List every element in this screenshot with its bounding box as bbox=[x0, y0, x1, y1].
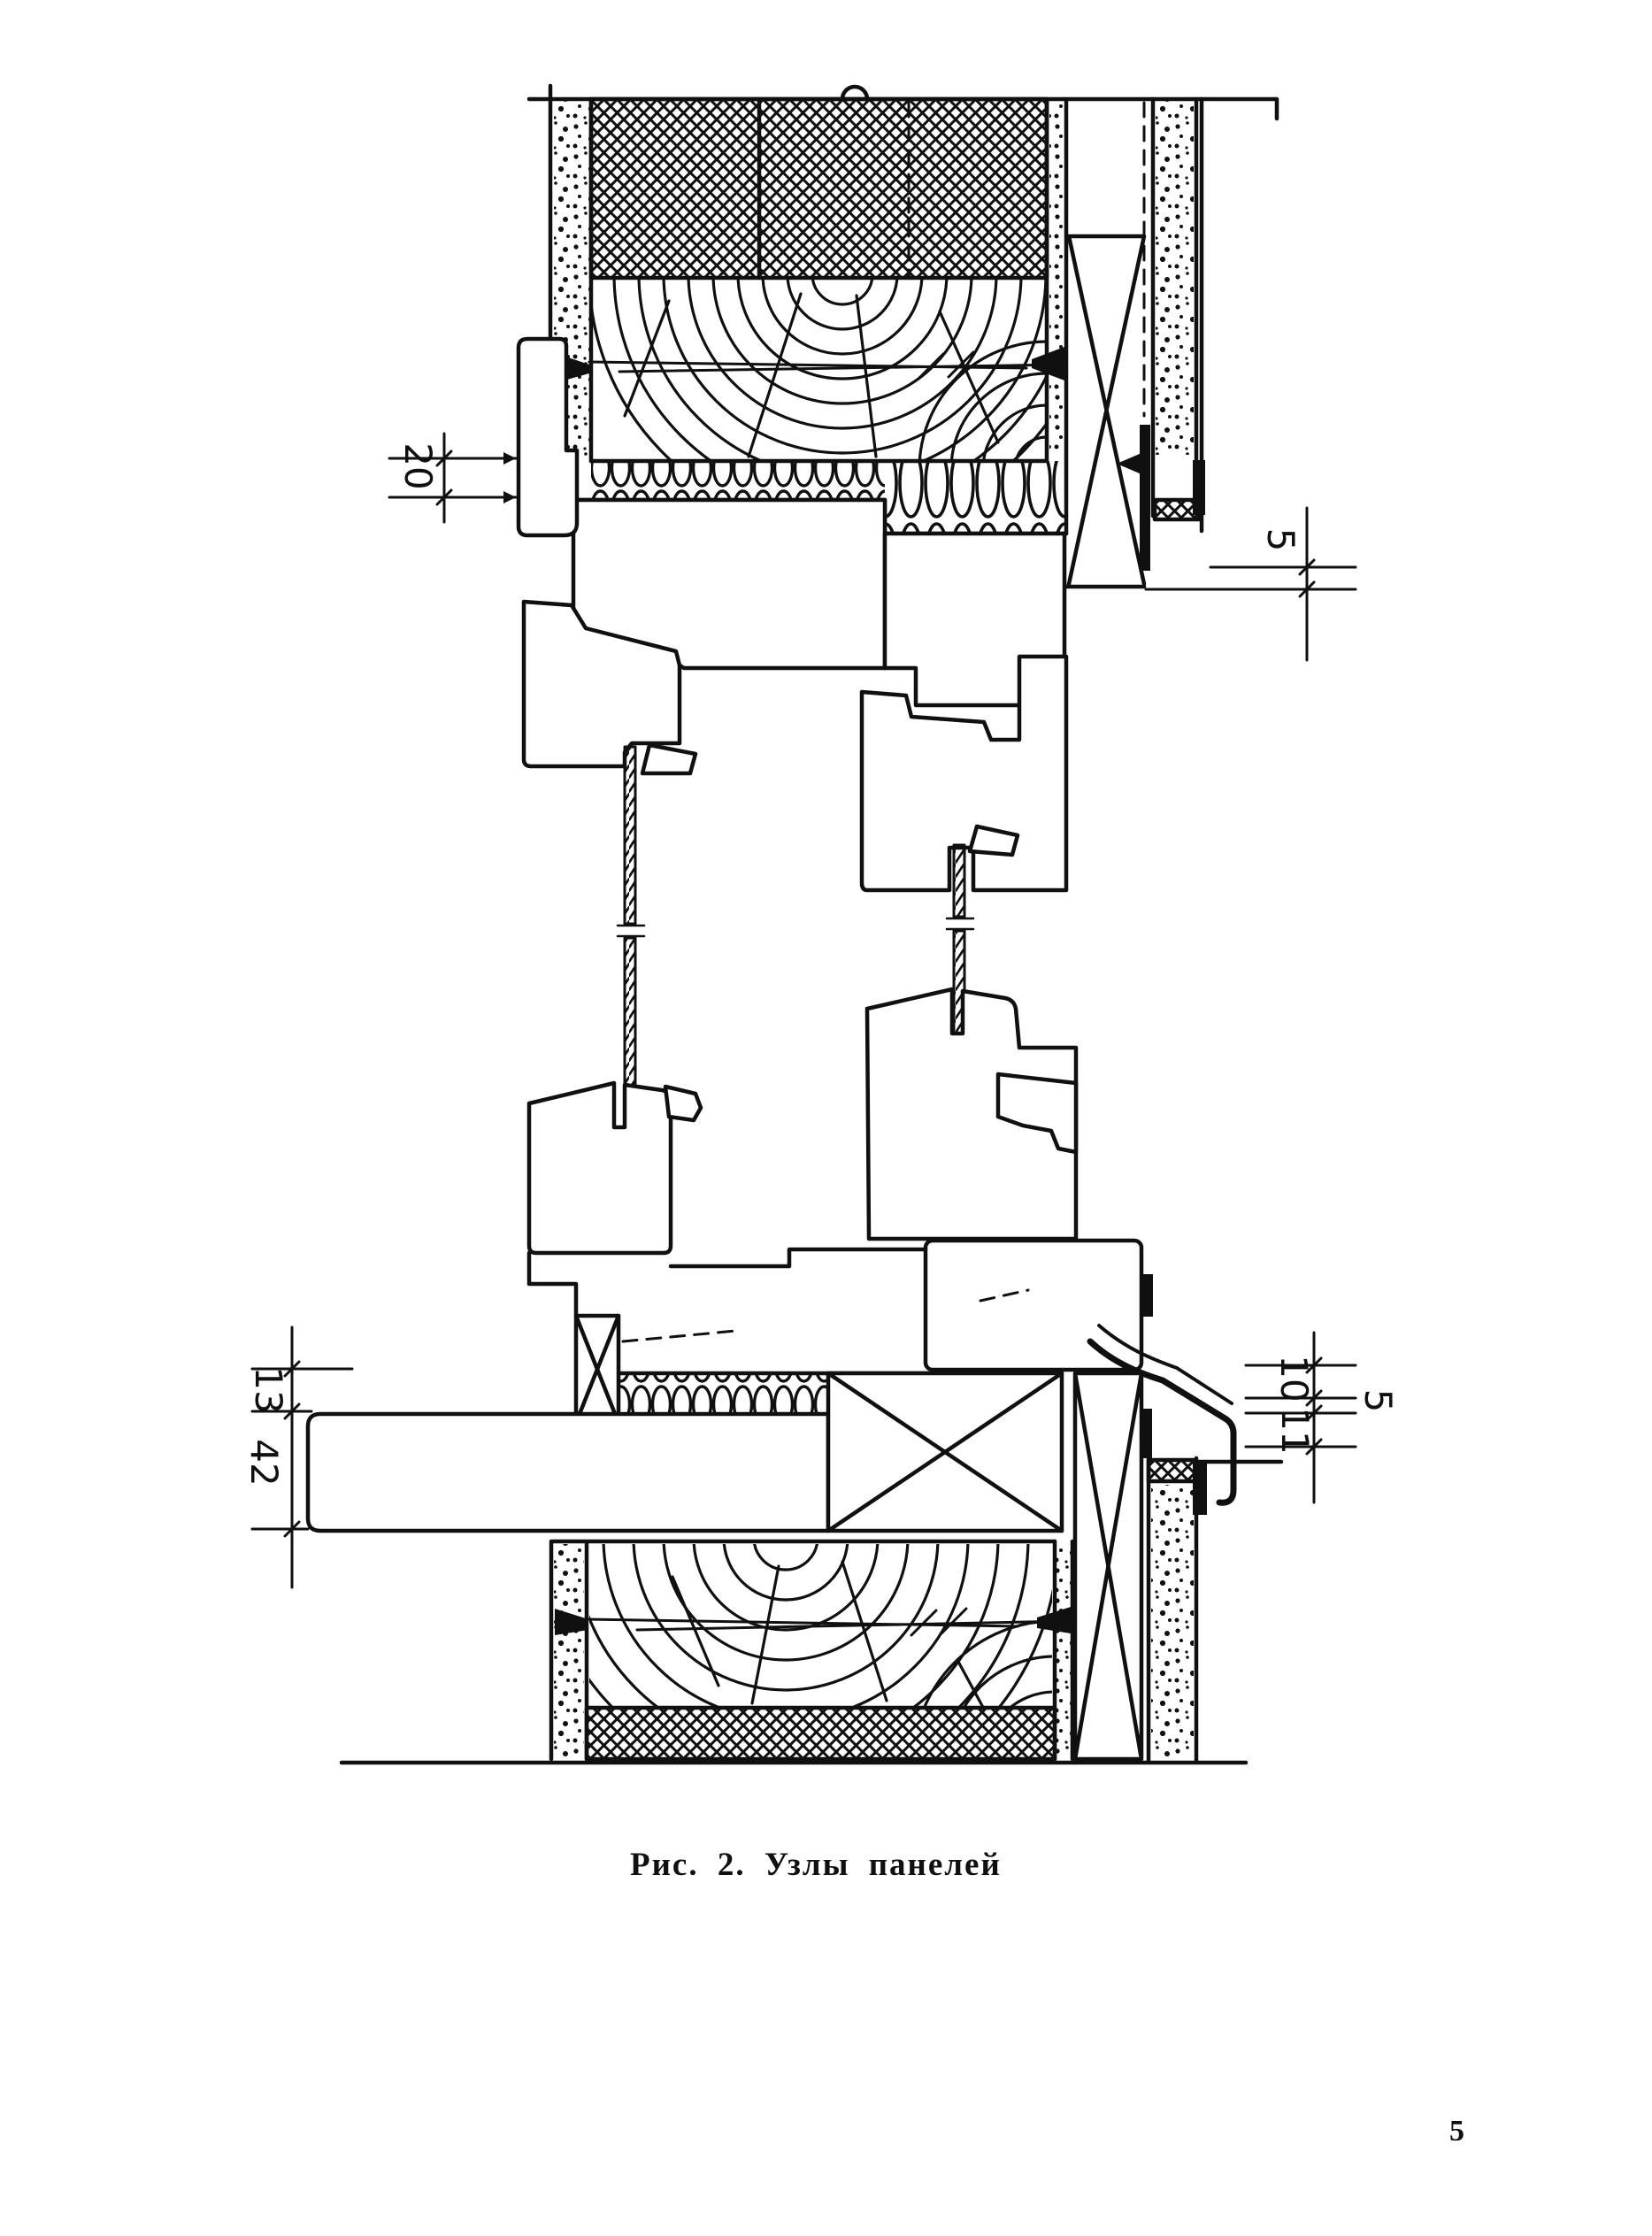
window-sill-board bbox=[308, 1414, 828, 1531]
glass-pane-1 bbox=[618, 747, 644, 1122]
steel-tie-bottom bbox=[555, 1607, 1071, 1635]
dim-label-11: 11 bbox=[1273, 1407, 1317, 1455]
left-concrete-strip-bottom bbox=[554, 1544, 584, 1756]
joint-mortar-strip bbox=[1049, 101, 1064, 453]
dim-label-10: 10 bbox=[1272, 1355, 1316, 1402]
x-brace-column-top bbox=[1066, 236, 1144, 587]
crosshatch-core bbox=[591, 99, 1047, 278]
glazing-bead-2 bbox=[665, 1087, 701, 1120]
left-sash-bottom-rail bbox=[529, 1083, 671, 1253]
dim-label-5-top: 5 bbox=[1259, 527, 1302, 552]
dim-label-42: 42 bbox=[242, 1439, 286, 1487]
dim-label-20: 20 bbox=[396, 442, 440, 490]
insulation-loops-right bbox=[885, 461, 1066, 534]
x-brace-column-bottom bbox=[1075, 1373, 1141, 1759]
dim-label-13: 13 bbox=[247, 1366, 290, 1414]
page-number: 5 bbox=[1449, 2115, 1464, 2148]
right-wall-concrete-strip bbox=[1156, 101, 1194, 455]
frame-connector-lines bbox=[529, 1249, 926, 1316]
x-timber-block bbox=[828, 1373, 1062, 1531]
insulation-loops-left bbox=[591, 461, 885, 500]
dim-label-5-bottom: 5 bbox=[1356, 1388, 1400, 1413]
insulation-loops-bottom bbox=[619, 1373, 828, 1414]
joint-strip-bottom bbox=[1057, 1544, 1071, 1756]
x-blocking-small bbox=[576, 1316, 619, 1423]
wall-below-window bbox=[1149, 1458, 1281, 1761]
glazing-bead-1 bbox=[642, 745, 695, 773]
top-panel-section bbox=[529, 21, 1277, 705]
figure-caption: Рис. 2. Узлы панелей bbox=[630, 1847, 1002, 1883]
crosshatch-core-bottom bbox=[587, 1708, 1055, 1759]
cover-strip bbox=[519, 339, 577, 535]
window-frame-sill-member bbox=[926, 1241, 1141, 1370]
